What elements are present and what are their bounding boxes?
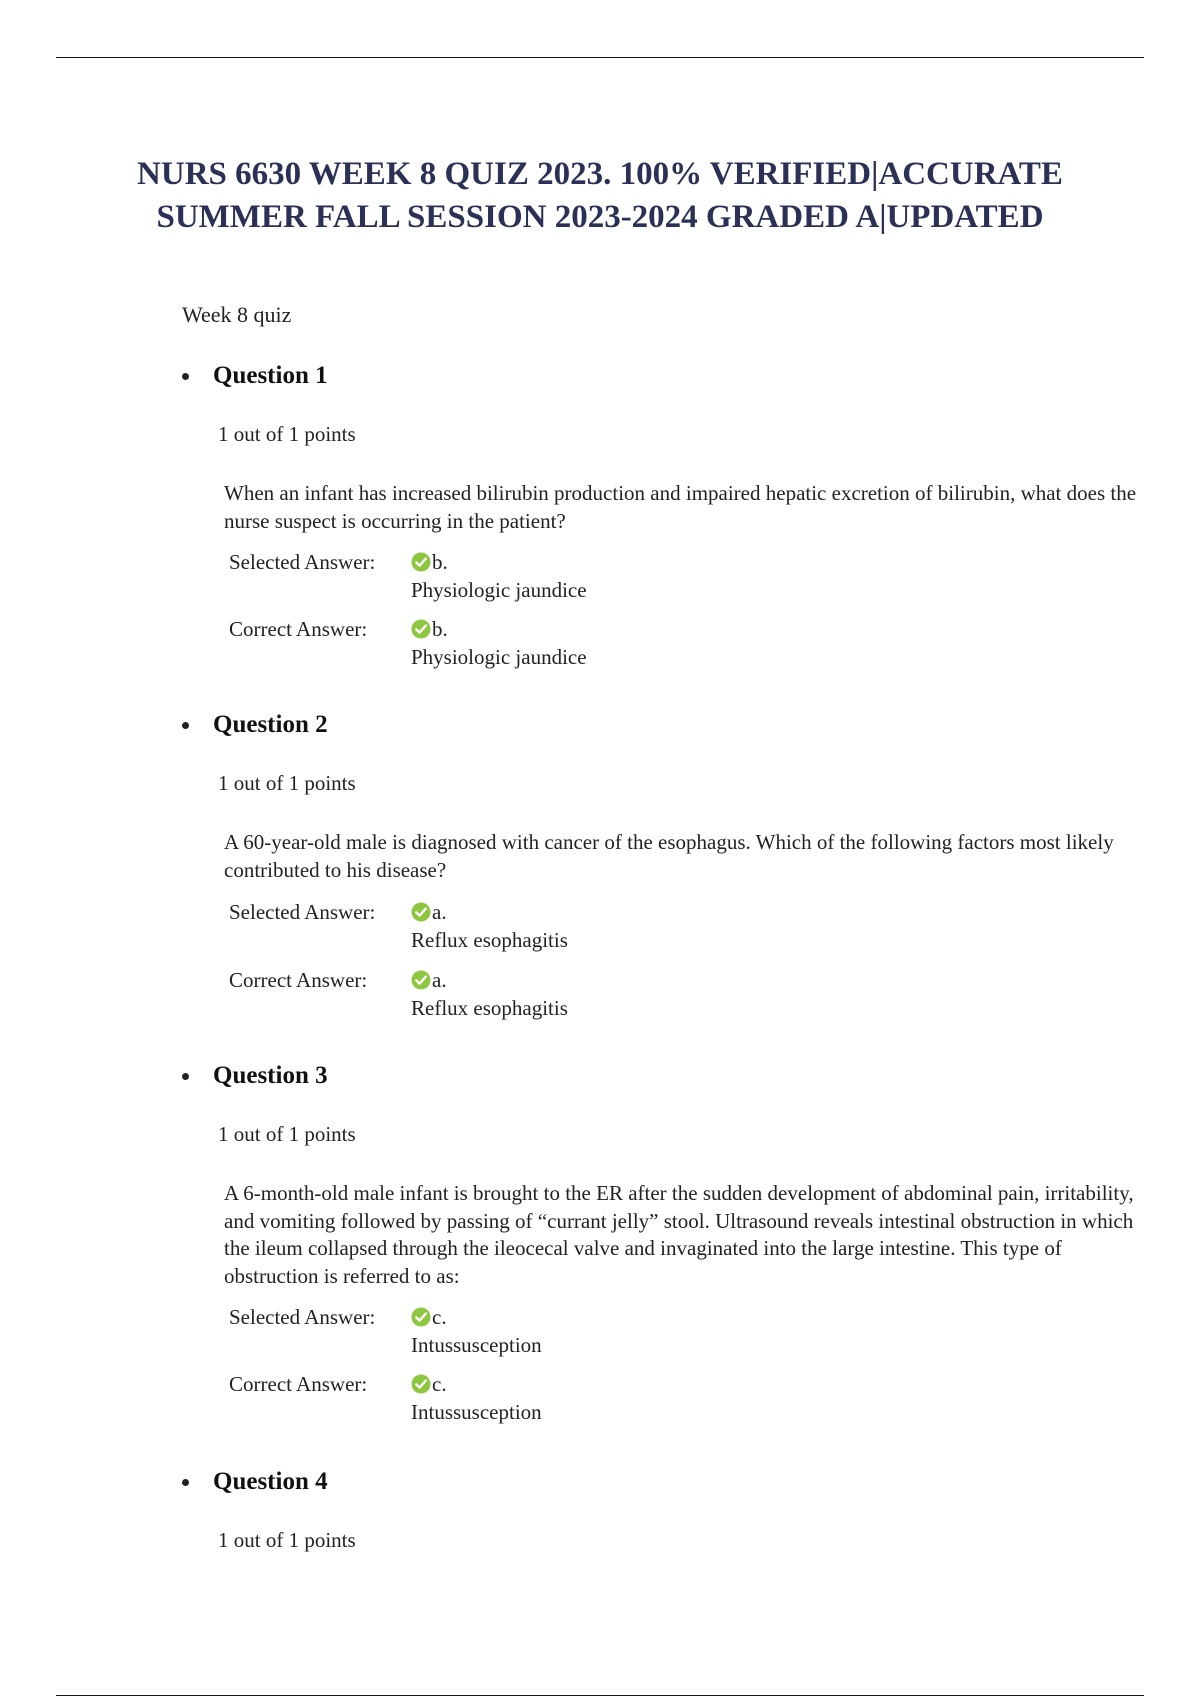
selected-answer-text: Physiologic jaundice: [411, 578, 587, 602]
question-header: [182, 360, 328, 392]
selected-answer-value: [411, 1303, 542, 1359]
correct-answer-text: Physiologic jaundice: [411, 645, 587, 669]
selected-answer-row: [229, 898, 1129, 954]
correct-answer-label: Correct Answer:: [229, 617, 368, 641]
document-title: NURS 6630 WEEK 8 QUIZ 2023. 100% VERIFIED|ACCURATE SUMMER FALL SESSION 2023-2024 GRADED A|UPDATED: [137, 156, 1063, 235]
question-prompt: A 60-year-old male is diagnosed with cancer of the esophagus. Which of the following factors most likely contributed to his disease?: [224, 830, 1114, 882]
correct-answer-text: Reflux esophagitis: [411, 996, 568, 1020]
selected-answer-row: [229, 1303, 1129, 1359]
question-header: [182, 1466, 328, 1498]
correct-answer-value: [411, 1370, 542, 1426]
question-header: [182, 709, 328, 741]
correct-answer-value: [411, 966, 568, 1022]
bullet-icon: [182, 1479, 189, 1486]
question-prompt: A 6-month-old male infant is brought to the ER after the sudden development of abdominal pain, irritability, and vomiting followed by passing of “currant jelly” stool. Ultrasound reveals intestinal obstruction in which the ileum collapsed through the ileocecal valve and invaginated into the large intestine. This type of obstruction is referred to as:: [224, 1181, 1134, 1288]
check-circle-icon: [411, 970, 431, 990]
correct-answer-value: [411, 615, 587, 671]
question-title: Question 1: [213, 362, 328, 389]
correct-answer-letter: a.: [432, 968, 447, 992]
selected-answer-row: [229, 548, 1129, 604]
selected-answer-value: [411, 548, 587, 604]
question-points: 1 out of 1 points: [218, 771, 356, 795]
bullet-icon: [182, 373, 189, 380]
selected-answer-label: Selected Answer:: [229, 550, 376, 574]
correct-answer-label: Correct Answer:: [229, 968, 368, 992]
selected-answer-text: Intussusception: [411, 1333, 542, 1357]
check-circle-icon: [411, 1374, 431, 1394]
correct-answer-row: [229, 966, 1129, 1022]
check-circle-icon: [411, 902, 431, 922]
question-points: 1 out of 1 points: [218, 422, 356, 446]
correct-answer-row: [229, 615, 1129, 671]
selected-answer-letter: c.: [432, 1305, 447, 1329]
selected-answer-label: Selected Answer:: [229, 1305, 376, 1329]
question-points: 1 out of 1 points: [218, 1528, 356, 1552]
selected-answer-value: [411, 898, 568, 954]
question-title: Question 3: [213, 1062, 328, 1089]
correct-answer-label: Correct Answer:: [229, 1372, 368, 1396]
selected-answer-letter: b.: [432, 550, 448, 574]
bullet-icon: [182, 722, 189, 729]
correct-answer-text: Intussusception: [411, 1400, 542, 1424]
top-rule: [56, 57, 1144, 58]
question-header: [182, 1060, 328, 1092]
correct-answer-letter: b.: [432, 617, 448, 641]
check-circle-icon: [411, 552, 431, 572]
question-title: Question 4: [213, 1468, 328, 1495]
bullet-icon: [182, 1073, 189, 1080]
check-circle-icon: [411, 619, 431, 639]
quiz-subtitle: Week 8 quiz: [182, 302, 292, 327]
check-circle-icon: [411, 1307, 431, 1327]
correct-answer-letter: c.: [432, 1372, 447, 1396]
question-title: Question 2: [213, 711, 328, 738]
question-prompt: When an infant has increased bilirubin production and impaired hepatic excretion of bilirubin, what does the nurse suspect is occurring in the patient?: [224, 481, 1137, 533]
bottom-rule: [56, 1695, 1144, 1696]
selected-answer-text: Reflux esophagitis: [411, 928, 568, 952]
question-points: 1 out of 1 points: [218, 1122, 356, 1146]
selected-answer-letter: a.: [432, 900, 447, 924]
selected-answer-label: Selected Answer:: [229, 900, 376, 924]
correct-answer-row: [229, 1370, 1129, 1426]
